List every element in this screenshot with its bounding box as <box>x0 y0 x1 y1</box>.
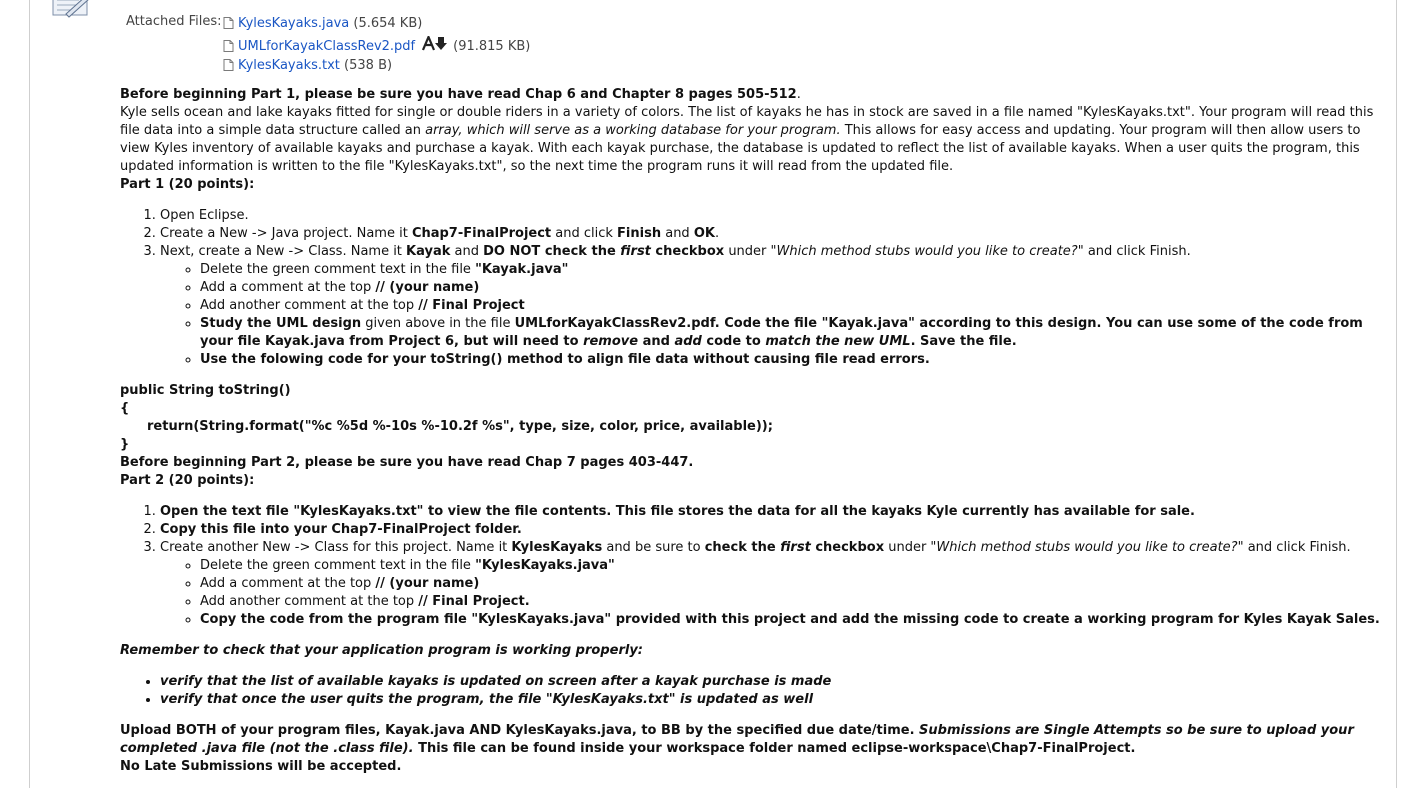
remember-heading: Remember to check that your application program is working properly: <box>120 643 643 658</box>
file-icon <box>223 40 234 52</box>
list-item: 3. Next, create a New -> Class. Name it Kayak and DO NOT check the first checkbox under "Which method stubs would you like to create?" and click Finish. ◦ Delete the green comment text in the file "Kayak.java" ◦ Add a comment at the top // (your name) ◦ Add another comment at the top // Final Project ◦ Study the UML design given above in the file UMLforKayakClassRev2.pdf. Code the file "Kayak.java" according to this design. You can use some of the code from your file Kayak.java from Project 6, but will need to remove and add code to match the new UML. Save the file. ◦ Use the folowing code for your toString() method to align file data without causing file read errors. <box>160 243 1380 369</box>
tostring-code-block <box>120 382 1380 454</box>
list-item: 2. Copy this file into your Chap7-FinalProject folder. <box>160 521 1380 539</box>
list-item: 1. Open Eclipse. <box>160 207 1380 225</box>
code-line: } <box>120 437 130 452</box>
list-item: ◦ Delete the green comment text in the file "KylesKayaks.java" <box>200 557 1380 575</box>
part1-title: Part 1 (20 points): <box>120 177 255 192</box>
list-item: • verify that the list of available kayaks is updated on screen after a kayak purchase is made <box>160 673 1380 691</box>
intro-paragraph: Kyle sells ocean and lake kayaks fitted for single or double riders in a variety of colors. The list of kayaks he has in stock are saved in a file named "KylesKayaks.txt". Your program will read this file data into a simple data structure called an array, which will serve as a working database for your program. This allows for easy access and updating. Your program will then allow users to view Kyles inventory of available kayaks and purchase a kayak. With each kayak purchase, the database is updated to reflect the list of available kayaks. When a user quits the program, this updated information is written to the file "KylesKayaks.txt", so the next time the program runs it will read from the updated file. <box>120 105 1374 174</box>
attachment-row <box>223 15 422 33</box>
code-line: { <box>120 401 130 416</box>
attachment-size: (538 B) <box>344 58 393 73</box>
list-item: 3. Create another New -> Class for this project. Name it KylesKayaks and be sure to check the first checkbox under "Which method stubs would you like to create?" and click Finish. ◦ Delete the green comment text in the file "KylesKayaks.java" ◦ Add a comment at the top // (your name) ◦ Add another comment at the top // Final Project. ◦ Copy the code from the program file "KylesKayaks.java" provided with this project and add the missing code to create a working program for Kyles Kayak Sales. <box>160 539 1380 629</box>
file-icon <box>223 17 234 29</box>
alternative-formats-icon[interactable] <box>422 36 448 52</box>
attachment-row <box>223 57 392 75</box>
intro-section: Before beginning Part 1, please be sure you have read Chap 6 and Chapter 8 pages 505-512. <box>120 87 801 102</box>
attachment-size: (91.815 KB) <box>453 39 531 54</box>
late-policy: No Late Submissions will be accepted. <box>120 759 402 774</box>
list-item: ◦ Use the folowing code for your toString() method to align file data without causing file read errors. <box>200 351 1380 369</box>
code-line: return(String.format("%c %5d %-10s %-10.2f %s", type, size, color, price, available)); <box>147 419 773 434</box>
attached-files-label: Attached Files: <box>126 14 222 29</box>
attachment-link-kyleskayaks-java[interactable]: KylesKayaks.java <box>238 16 350 31</box>
part1-steps <box>120 207 1380 369</box>
verification-list <box>120 673 1380 709</box>
part2-substeps <box>160 557 1380 629</box>
part2-title: Part 2 (20 points): <box>120 473 255 488</box>
list-item: ◦ Copy the code from the program file "KylesKayaks.java" provided with this project and add the missing code to create a working program for Kyles Kayak Sales. <box>200 611 1380 629</box>
part1-prereq-heading: Before beginning Part 1, please be sure you have read Chap 6 and Chapter 8 pages 505-512 <box>120 87 797 102</box>
list-item: ◦ Add a comment at the top // (your name) <box>200 279 1380 297</box>
assignment-icon <box>52 0 90 18</box>
attachment-row <box>223 36 530 54</box>
list-item: ◦ Add another comment at the top // Final Project. <box>200 593 1380 611</box>
code-line: public String toString() <box>120 383 291 398</box>
attachment-link-uml-pdf[interactable]: UMLforKayakClassRev2.pdf <box>238 39 416 54</box>
part2-prereq-heading: Before beginning Part 2, please be sure you have read Chap 7 pages 403-447. <box>120 455 694 470</box>
attachment-link-kyleskayaks-txt[interactable]: KylesKayaks.txt <box>238 58 340 73</box>
attachment-size: (5.654 KB) <box>353 16 423 31</box>
list-item: 2. Create a New -> Java project. Name it Chap7-FinalProject and click Finish and OK. <box>160 225 1380 243</box>
list-item: • verify that once the user quits the program, the file "KylesKayaks.txt" is updated as well <box>160 691 1380 709</box>
list-item: ◦ Delete the green comment text in the file "Kayak.java" <box>200 261 1380 279</box>
list-item: ◦ Add a comment at the top // (your name) <box>200 575 1380 593</box>
part2-steps <box>120 503 1380 629</box>
file-icon <box>223 59 234 71</box>
assignment-instructions <box>120 86 1380 776</box>
part1-substeps <box>160 261 1380 369</box>
list-item: ◦ Add another comment at the top // Final Project <box>200 297 1380 315</box>
list-item: 1. Open the text file "KylesKayaks.txt" to view the file contents. This file stores the data for all the kayaks Kyle currently has available for sale. <box>160 503 1380 521</box>
upload-instructions: Upload BOTH of your program files, Kayak.java AND KylesKayaks.java, to BB by the specified due date/time. Submissions are Single Attempts so be sure to upload your completed .java file (not the .class file). This file can be found inside your workspace folder named eclipse-workspace\Chap7-FinalProject. <box>120 723 1354 756</box>
list-item: ◦ Study the UML design given above in the file UMLforKayakClassRev2.pdf. Code the file "Kayak.java" according to this design. You can use some of the code from your file Kayak.java from Project 6, but will need to remove and add code to match the new UML. Save the file. <box>200 315 1380 351</box>
